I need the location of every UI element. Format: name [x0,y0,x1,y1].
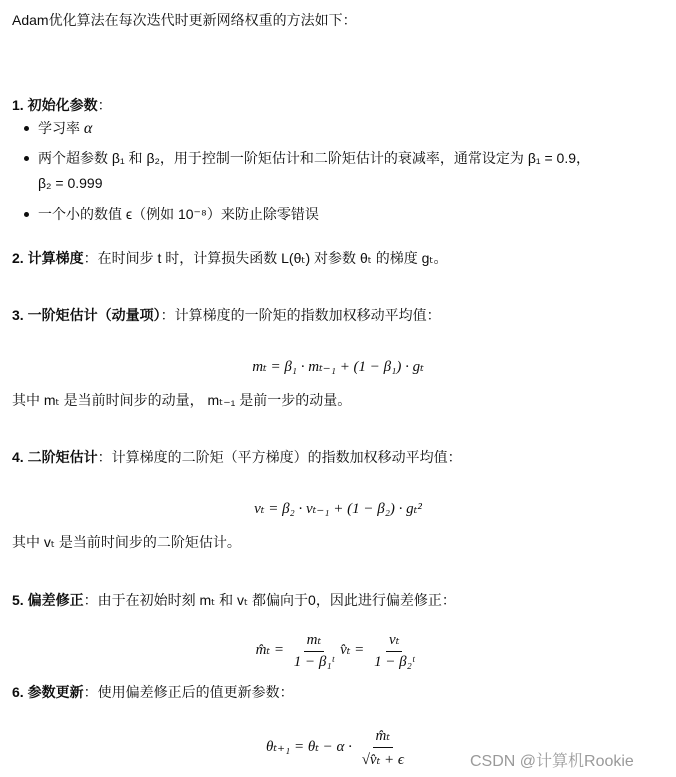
bullet-icon [24,156,29,161]
item-text: 学习率 [38,120,84,136]
fraction [359,726,407,769]
intro-text: Adam优化算法在每次迭代时更新网络权重的方法如下： [12,12,357,28]
lhs-m-hat: m̂ₜ = [255,641,284,658]
list-item: 一个小的数值 ϵ（例如 10⁻⁸）来防止除零错误 [38,206,319,222]
watermark: CSDN @计算机Rookie [470,753,634,770]
list-item [38,118,92,139]
section-1-heading [12,95,112,115]
section-title: 6. 参数更新 [12,684,84,700]
update-lhs: θₜ₊₁ = θₜ − α · [266,738,352,755]
denominator: √v̂ₜ + ϵ [361,752,404,768]
section-title: 5. 偏差修正 [12,592,84,608]
section-title: 2. 计算梯度 [12,250,84,266]
formula-second-moment: vₜ = β₂ · vₜ₋₁ + (1 − β₂) · gₜ² [254,501,422,517]
section-5 [12,590,456,610]
section-text: ：使用偏差修正后的值更新参数： [83,684,294,700]
formula-first-moment: mₜ = β₁ · mₜ₋₁ + (1 − β₁) · gₜ [252,359,424,375]
section-text: ：在时间步 t 时，计算损失函数 L(θₜ) 对参数 θₜ 的梯度 gₜ。 [83,250,448,266]
section-4 [12,447,462,467]
colon: ： [97,97,112,113]
fraction [371,630,417,671]
numerator: m̂ₜ [373,726,394,748]
math-alpha: α [83,120,93,137]
section-text: ：由于在初始时刻 mₜ 和 vₜ 都偏向于0，因此进行偏差修正： [83,592,456,608]
numerator: vₜ [386,630,402,652]
numerator: mₜ [304,630,325,652]
section-4-note: 其中 vₜ 是当前时间步的二阶矩估计。 [12,534,241,550]
list-item: 两个超参数 β₁ 和 β₂，用于控制一阶矩估计和二阶矩估计的衰减率，通常设定为 β₁ = 0.9， [38,150,591,166]
section-title: 3. 一阶矩估计（动量项） [12,307,161,323]
section-6 [12,682,294,702]
list-item-continuation: β₂ = 0.999 [38,175,103,191]
section-title: 4. 二阶矩估计 [12,449,98,465]
section-text: ：计算梯度的二阶矩（平方梯度）的指数加权移动平均值： [97,449,462,465]
section-text: ：计算梯度的一阶矩的指数加权移动平均值： [160,307,441,323]
denominator: 1 − β₂ᵗ [374,654,415,670]
section-3-note: 其中 mₜ 是当前时间步的动量， mₜ₋₁ 是前一步的动量。 [12,392,352,408]
bullet-icon [24,212,29,217]
denominator: 1 − β₁ᵗ [293,654,335,670]
lhs-v-hat: v̂ₜ = [340,641,365,658]
section-2 [12,248,448,268]
bullet-icon [24,126,29,131]
section-title: 1. 初始化参数 [12,97,98,113]
formula-bias-correction [0,630,676,671]
section-3 [12,305,441,325]
fraction [291,630,337,671]
